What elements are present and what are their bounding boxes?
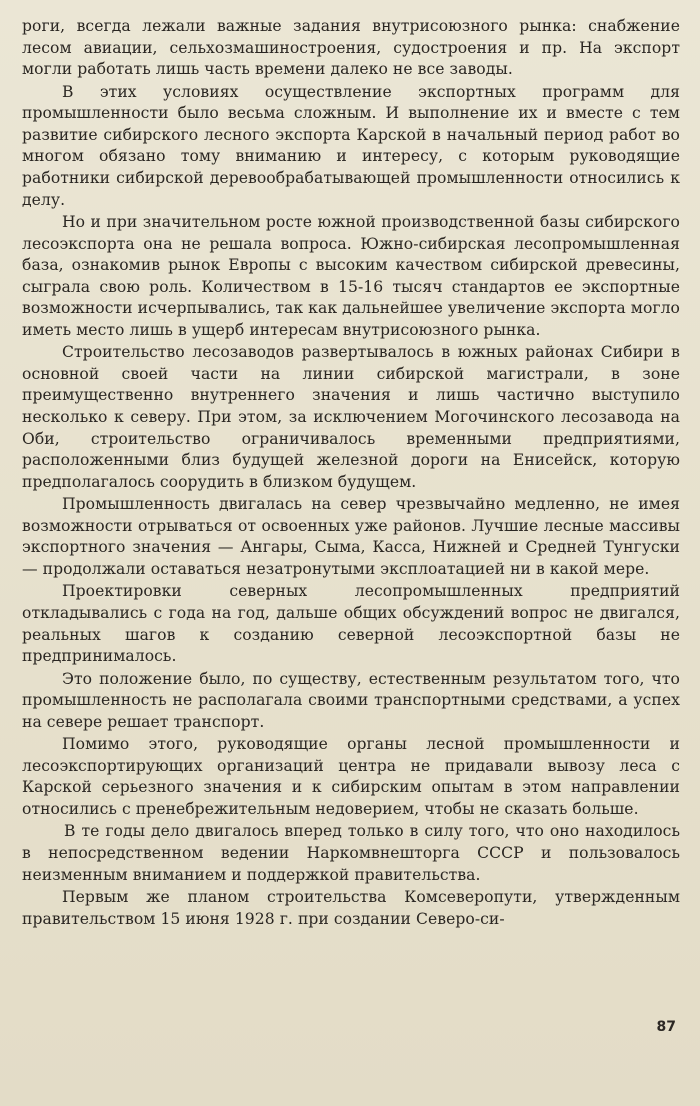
- page-number: 87: [656, 1019, 676, 1035]
- paragraph-10: Первым же планом строительства Комсеверопути, утвержденным правительством 15 июня 1928 г. при создании Северо-си-: [22, 887, 680, 928]
- paragraph-7: Это положение было, по существу, естественным результатом того, что промышленность не располагала своими транспортными средствами, а успех на севере решает транспорт.: [22, 669, 680, 731]
- paragraph-5: Промышленность двигалась на север чрезвычайно медленно, не имея возможности отрываться от освоенных уже районов. Лучшие лесные массивы экспортного значения — Ангары, Сыма, Касса, Нижней и Средней Тунгуски — продолжали оставаться незатронутыми эксплоатацией ни в какой мере.: [22, 495, 680, 579]
- paragraph-9: В те годы дело двигалось вперед только в силу того, что оно находилось в непосредственном ведении Наркомвнешторга СССР и пользовалось неизменным вниманием и поддержкой правительства.: [22, 822, 680, 884]
- paragraph-2: В этих условиях осуществление экспортных программ для промышленности было весьма сложным. И выполнение их и вместе с тем развитие сибирского лесного экспорта Карской в начальный период работ во многом обязано тому вниманию и интересу, с которым руководящие работники сибирской деревообрабатывающей промышленности относились к делу.: [22, 82, 680, 209]
- paragraph-1: роги, всегда лежали важные задания внутрисоюзного рынка: снабжение лесом авиации, сельхозмашиностроения, судостроения и пр. На экспорт могли работать лишь часть времени далеко не все заводы.: [22, 17, 680, 79]
- paragraph-4: Строительство лесозаводов развертывалось в южных районах Сибири в основной своей части на линии сибирской магистрали, в зоне преимущественно внутреннего значения и лишь частично выступило несколько к северу. При этом, за исключением Могочинского лесозавода на Оби, строительство ограничивалось временными предприятиями, расположенными близ будущей железной дороги на Енисейск, которую предполагалось соорудить в близком будущем.: [22, 343, 680, 491]
- paragraph-8: Помимо этого, руководящие органы лесной промышленности и лесоэкспортирующих организаций центра не придавали вывозу леса с Карской серьезного значения и к сибирским опытам в этом направлении относились с пренебрежительным недоверием, чтобы не сказать больше.: [22, 735, 680, 818]
- paragraph-6: Проектировки северных лесопромышленных предприятий откладывались с года на год, дальше общих обсуждений вопрос не двигался, реальных шагов к созданию северной лесоэкспортной базы не предпринималось.: [22, 582, 680, 666]
- paragraph-3: Но и при значительном росте южной производственной базы сибирского лесоэкспорта она не решала вопроса. Южно-сибирская лесопромышленная база, ознакомив рынок Европы с высоким качеством сибирской древесины, сыграла свою роль. Количеством в 15-16 тысяч стандартов ее экспортные возможности исчерпывались, так как дальнейшее увеличение экспорта могло иметь место лишь в ущерб интересам внутрисоюзного рынка.: [22, 212, 680, 339]
- page-text: [22, 16, 680, 930]
